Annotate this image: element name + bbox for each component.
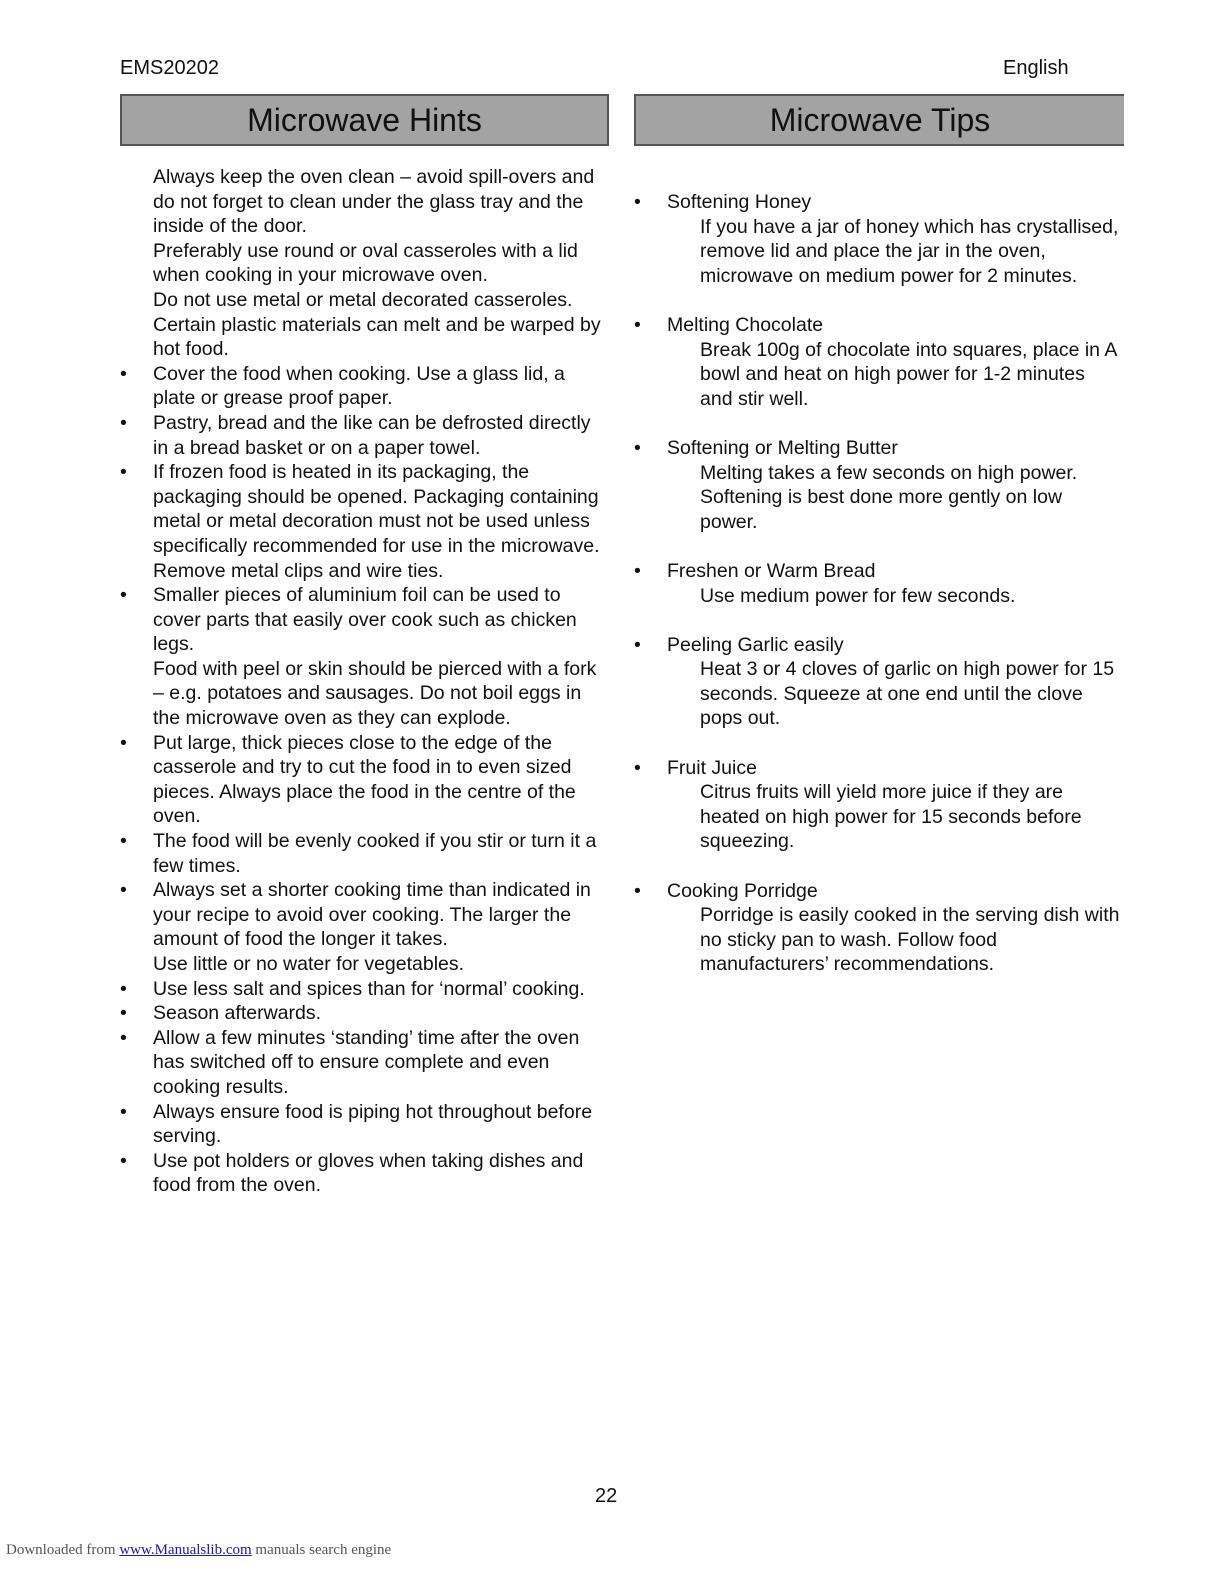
bullet: • <box>634 756 641 779</box>
hint-item <box>120 460 608 583</box>
hint-item <box>120 731 608 829</box>
footer-prefix: Downloaded from <box>6 1542 116 1558</box>
tip-item <box>634 313 1122 411</box>
hint-text: Preferably use round or oval casseroles with a lid when cooking in your microwave oven. <box>153 239 578 287</box>
hint-text: Use less salt and spices than for ‘normal’ cooking. <box>153 977 585 1000</box>
tip-item <box>634 633 1122 731</box>
tip-heading: Freshen or Warm Bread <box>667 559 876 582</box>
bullet: • <box>120 830 127 853</box>
bullet: • <box>634 436 641 459</box>
bullet: • <box>120 411 127 434</box>
hint-text: Food with peel or skin should be pierced with a fork – e.g. potatoes and sausages. Do not boil eggs in the microwave oven as they can explode. <box>153 657 597 730</box>
hint-text: Put large, thick pieces close to the edge of the casserole and try to cut the food in to even sized pieces. Always place the food in the centre of the oven. <box>153 731 576 828</box>
hint-item <box>120 657 608 731</box>
hint-item <box>120 1001 608 1026</box>
model-number: EMS20202 <box>120 57 219 79</box>
hint-item <box>120 952 608 977</box>
bullet: • <box>634 313 641 336</box>
hint-item <box>120 878 608 952</box>
download-footer <box>6 1542 391 1559</box>
bullet: • <box>120 1002 127 1025</box>
hint-text: Certain plastic materials can melt and be warped by hot food. <box>153 313 601 361</box>
bullet: • <box>120 1149 127 1172</box>
hint-item <box>120 1026 608 1100</box>
hint-item <box>120 288 608 313</box>
hint-text: Always set a shorter cooking time than indicated in your recipe to avoid over cooking. The larger the amount of food the longer it takes. <box>153 879 591 951</box>
bullet: • <box>120 461 127 484</box>
tip-body: Melting takes a few seconds on high power. Softening is best done more gently on low power. <box>700 461 1078 533</box>
bullet: • <box>120 362 127 385</box>
tip-heading: Softening or Melting Butter <box>667 436 898 459</box>
hint-text: Cover the food when cooking. Use a glass lid, a plate or grease proof paper. <box>153 362 565 410</box>
hints-list <box>120 165 608 1198</box>
tips-section-title: Microwave Tips <box>634 94 1124 146</box>
hint-item <box>120 1149 608 1198</box>
tip-body: Heat 3 or 4 cloves of garlic on high power for 15 seconds. Squeeze at one end until the clove pops out. <box>700 658 1115 730</box>
footer-suffix: manuals search engine <box>255 1542 392 1558</box>
tip-heading: Fruit Juice <box>667 756 757 779</box>
tip-body: Use medium power for few seconds. <box>700 584 1016 607</box>
bullet: • <box>634 559 641 582</box>
bullet: • <box>120 1100 127 1123</box>
hint-text: Allow a few minutes ‘standing’ time after the oven has switched off to ensure complete and even cooking results. <box>153 1026 580 1098</box>
tip-heading: Melting Chocolate <box>667 313 824 336</box>
tip-body: If you have a jar of honey which has crystallised, remove lid and place the jar in the oven, microwave on medium power for 2 minutes. <box>700 215 1119 287</box>
tip-heading: Softening Honey <box>667 191 812 213</box>
hint-item <box>120 165 608 239</box>
tip-item <box>634 756 1122 854</box>
hint-item <box>120 411 608 460</box>
tip-item <box>634 879 1122 977</box>
hint-text: If frozen food is heated in its packaging, the packaging should be opened. Packaging containing metal or metal decoration must not be used unless specifically recommended for use in the microwave. Remove metal clips and wire ties. <box>153 461 600 582</box>
language-label: English <box>1003 57 1069 79</box>
hint-text: Pastry, bread and the like can be defrosted directly in a bread basket or on a paper towel. <box>153 411 591 459</box>
tip-heading: Peeling Garlic easily <box>667 633 844 656</box>
bullet: • <box>634 879 641 902</box>
hint-text: Use pot holders or gloves when taking dishes and food from the oven. <box>153 1149 584 1197</box>
hint-item <box>120 583 608 657</box>
hint-text: Smaller pieces of aluminium foil can be used to cover parts that easily over cook such as chicken legs. <box>153 584 577 656</box>
hint-item <box>120 239 608 288</box>
hint-text: Do not use metal or metal decorated casseroles. <box>153 288 573 311</box>
tip-body: Break 100g of chocolate into squares, place in A bowl and heat on high power for 1-2 minutes and stir well. <box>700 338 1117 410</box>
tip-item <box>634 559 1122 608</box>
bullet: • <box>120 977 127 1000</box>
bullet: • <box>120 1026 127 1049</box>
hint-text: Season afterwards. <box>153 1002 322 1025</box>
manualslib-link[interactable]: www.Manualslib.com <box>119 1542 252 1558</box>
tip-item <box>634 436 1122 534</box>
bullet: • <box>634 191 641 213</box>
bullet: • <box>120 731 127 754</box>
hint-text: Use little or no water for vegetables. <box>153 953 465 975</box>
hint-text: Always keep the oven clean – avoid spill-overs and do not forget to clean under the glass tray and the inside of the door. <box>153 166 595 238</box>
hint-item <box>120 1100 608 1149</box>
hint-item <box>120 977 608 1002</box>
tip-body: Porridge is easily cooked in the serving dish with no sticky pan to wash. Follow food manufacturers’ recommendations. <box>700 904 1120 976</box>
tip-item <box>634 190 1122 288</box>
tip-body: Citrus fruits will yield more juice if they are heated on high power for 15 seconds before squeezing. <box>700 781 1082 853</box>
hints-section-title: Microwave Hints <box>120 94 609 146</box>
tips-list <box>634 190 1122 1002</box>
bullet: • <box>120 879 127 902</box>
page-number: 22 <box>595 1485 618 1507</box>
hint-item <box>120 829 608 878</box>
bullet: • <box>120 584 127 607</box>
hint-item <box>120 362 608 411</box>
hint-item <box>120 313 608 362</box>
bullet: • <box>634 633 641 656</box>
hint-text: Always ensure food is piping hot throughout before serving. <box>153 1100 593 1148</box>
tip-heading: Cooking Porridge <box>667 879 818 902</box>
hint-text: The food will be evenly cooked if you stir or turn it a few times. <box>153 830 597 877</box>
